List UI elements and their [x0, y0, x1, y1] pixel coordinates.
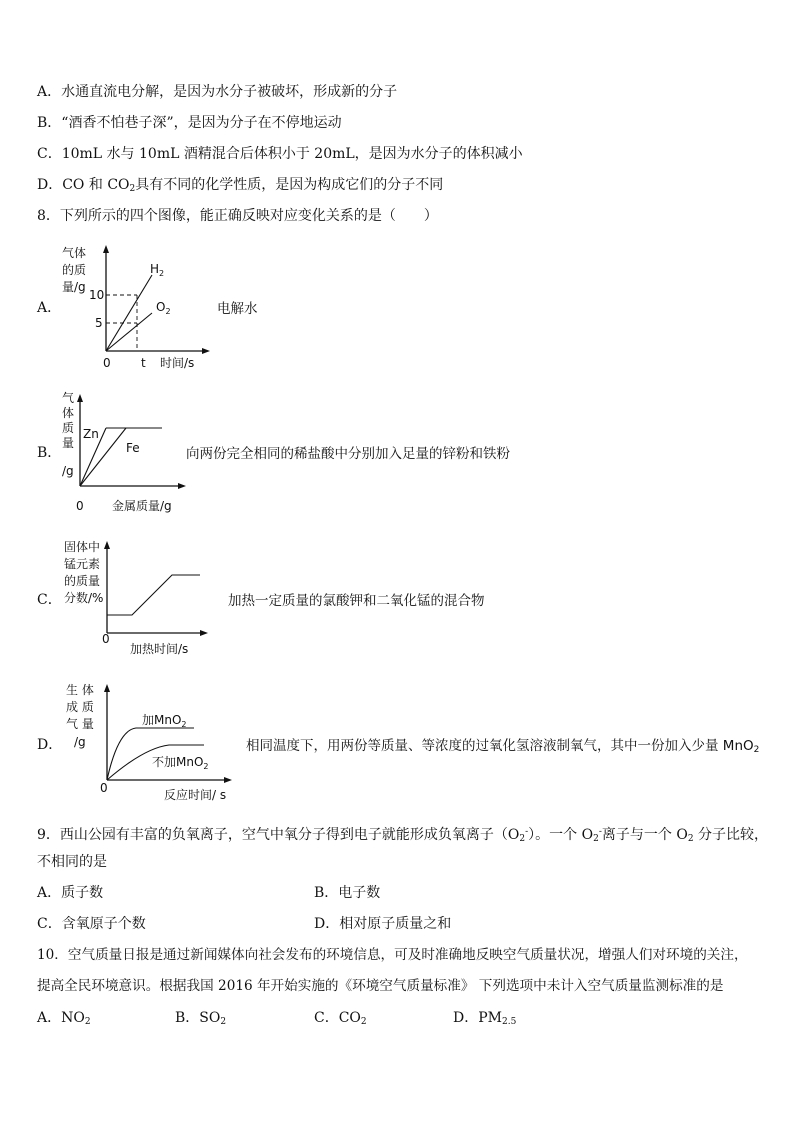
q8-d-ylabel-1: 生 体: [66, 683, 94, 697]
q9-stem-part2-sub: 2: [593, 834, 599, 844]
q8-d-origin: 0: [100, 781, 108, 795]
q10-stem-line2: 提高全民环境意识。根据我国 2016 年开始实施的《环境空气质量标准》 下列选项中未计入空气质量监测标准的是: [37, 978, 724, 994]
q8-d-x-arrow: [224, 777, 232, 783]
q8-c-label: C．: [37, 592, 62, 608]
q9-stem-part1: 9．西山公园有丰富的负氧离子，空气中氧分子得到电子就能形成负氧离子（O: [37, 827, 520, 843]
q8-c-origin: 0: [102, 632, 110, 646]
q8-b-xlabel: 金属质量/g: [112, 499, 172, 513]
q10-option-b: [175, 1009, 226, 1031]
q8-a-xtick-t: t: [141, 356, 146, 370]
q8-d-curve-with-catalyst: [107, 728, 194, 780]
q9-stem-line1: [37, 823, 768, 848]
q8-d-with-cat-text: 加MnO: [142, 713, 182, 727]
q8-a-h2-label: [150, 262, 164, 278]
q9-stem-part3-sub: 2: [687, 834, 694, 844]
q8-b-ylabel-3: 质: [62, 421, 75, 435]
q9-stem-part1-sub: 2: [519, 834, 526, 844]
q8-c-y-arrow: [104, 541, 110, 549]
q8-d-label: D．: [37, 737, 63, 753]
q8-d-without-cat-sub: 2: [203, 762, 209, 771]
q8-a-ytick-10: 10: [89, 288, 105, 302]
q9-stem-part2: ）。一个 O: [528, 827, 594, 843]
q10-option-b-sub: 2: [220, 1017, 227, 1027]
q8-c-ylabel-4: 分数/%: [64, 591, 104, 605]
q8-a-h2-line: [106, 275, 152, 351]
q8-b-ylabel-5: /g: [62, 464, 74, 478]
q8-b-y-arrow: [77, 394, 83, 402]
q8-a-o2-sub: 2: [165, 307, 171, 316]
q8-a-xlabel: 时间/s: [160, 356, 195, 370]
q8-a-h2-sub: 2: [159, 269, 165, 278]
q10-option-a-sub: 2: [84, 1017, 91, 1027]
q8-b-ylabel-4: 量: [62, 436, 75, 450]
q8-c-graph: [62, 537, 232, 662]
q8-b-origin: 0: [76, 499, 84, 513]
q10-option-d-text: D．PM: [453, 1010, 502, 1026]
q8-d-y-arrow: [104, 684, 110, 692]
q7-option-d-post: 具有不同的化学性质，是因为构成它们的分子不同: [135, 177, 444, 193]
q9-stem-line2: 不相同的是: [37, 854, 107, 870]
q8-c-desc: 加热一定质量的氯酸钾和二氧化锰的混合物: [228, 593, 485, 609]
q8-d-without-cat-label: [152, 754, 209, 771]
q8-a-ylabel-3: 量/g: [62, 280, 86, 294]
q8-a-h2-text: H: [150, 262, 160, 276]
q8-a-o2-line: [106, 313, 152, 351]
q8-b-ylabel-1: 气: [62, 391, 75, 405]
q8-d-desc-sub: 2: [753, 745, 760, 755]
q7-option-d-pre: D．CO 和 CO: [37, 177, 130, 193]
q7-option-a: A．水通直流电分解，是因为水分子被破坏，形成新的分子: [37, 84, 398, 100]
q10-option-c: [314, 1009, 367, 1031]
q8-a-y-arrow: [103, 245, 109, 253]
q8-d-ylabel-2: 成 质: [66, 700, 94, 714]
q8-d-with-cat-sub: 2: [181, 720, 187, 729]
q7-option-b: B．“酒香不怕巷子深”，是因为分子在不停地运动: [37, 115, 342, 131]
q8-d-graph: [64, 680, 254, 805]
q8-b-ylabel-2: 体: [62, 406, 75, 420]
q8-b-label: B．: [37, 445, 62, 461]
q8-c-ylabel-2: 锰元素: [64, 557, 101, 571]
q10-option-d-sub: 2.5: [501, 1017, 517, 1027]
q9-stem-part2-sup: -: [598, 827, 602, 837]
q10-option-a: [37, 1009, 91, 1031]
q7-option-d-sub: 2: [129, 184, 136, 194]
q9-option-a: A．质子数: [37, 885, 104, 901]
q8-d-desc-text: 相同温度下，用两份等质量、等浓度的过氧化氢溶液制氧气，其中一份加入少量 MnO: [246, 738, 754, 754]
q8-a-ytick-5: 5: [95, 316, 103, 330]
q10-option-d: [453, 1009, 516, 1031]
q8-a-x-arrow: [202, 348, 210, 354]
q8-a-ylabel-2: 的质: [62, 263, 87, 277]
q8-b-fe-label: Fe: [126, 441, 140, 455]
q8-a-o2-text: O: [156, 300, 166, 314]
q8-c-xlabel: 加热时间/s: [130, 642, 189, 656]
q8-d-desc: [246, 734, 759, 755]
q9-option-d: D．相对原子质量之和: [314, 916, 452, 932]
q10-option-c-sub: 2: [360, 1017, 367, 1027]
q8-a-ylabel-1: 气体: [62, 246, 87, 260]
q8-a-desc: 电解水: [217, 301, 258, 317]
q8-c-x-arrow: [200, 630, 208, 636]
q10-stem-line1: 10．空气质量日报是通过新闻媒体向社会发布的环境信息，可及时准确地反映空气质量状况，增强人们对环境的关注，: [37, 947, 748, 963]
q9-stem-part4: 分子比较，: [693, 827, 769, 843]
q9-stem-part3: 离子与一个 O: [601, 827, 688, 843]
q8-stem: 8．下列所示的四个图像，能正确反映对应变化关系的是（ ）: [37, 208, 438, 224]
q9-option-c: C．含氧原子个数: [37, 916, 146, 932]
q8-a-origin: 0: [103, 356, 111, 370]
q8-c-curve: [107, 575, 200, 615]
q7-option-c: C．10mL 水与 10mL 酒精混合后体积小于 20mL，是因为水分子的体积减小: [37, 146, 523, 162]
q10-option-a-text: A．NO: [37, 1010, 85, 1026]
q8-a-label: A．: [37, 300, 62, 316]
q8-b-zn-label: Zn: [83, 427, 99, 441]
q8-a-graph: [60, 243, 240, 373]
q8-d-with-cat-label: [142, 712, 187, 729]
q8-d-without-cat-text: 不加MnO: [152, 755, 204, 769]
q8-d-ylabel-3: 气 量: [66, 717, 94, 731]
q8-b-desc: 向两份完全相同的稀盐酸中分别加入足量的锌粉和铁粉: [186, 446, 510, 462]
q8-d-ylabel-4: /g: [74, 735, 86, 749]
q8-d-xlabel: 反应时间/ s: [164, 788, 227, 802]
q10-option-c-text: C．CO: [314, 1010, 361, 1026]
q8-c-ylabel-1: 固体中: [64, 540, 101, 554]
q10-option-b-text: B．SO: [175, 1010, 221, 1026]
q9-stem-part1-sup: -: [525, 827, 529, 837]
q8-b-x-arrow: [178, 483, 186, 489]
q9-option-b: B．电子数: [314, 885, 381, 901]
q8-c-ylabel-3: 的质量: [64, 574, 101, 588]
q7-option-d: [37, 176, 443, 198]
q8-a-o2-label: [156, 300, 171, 316]
